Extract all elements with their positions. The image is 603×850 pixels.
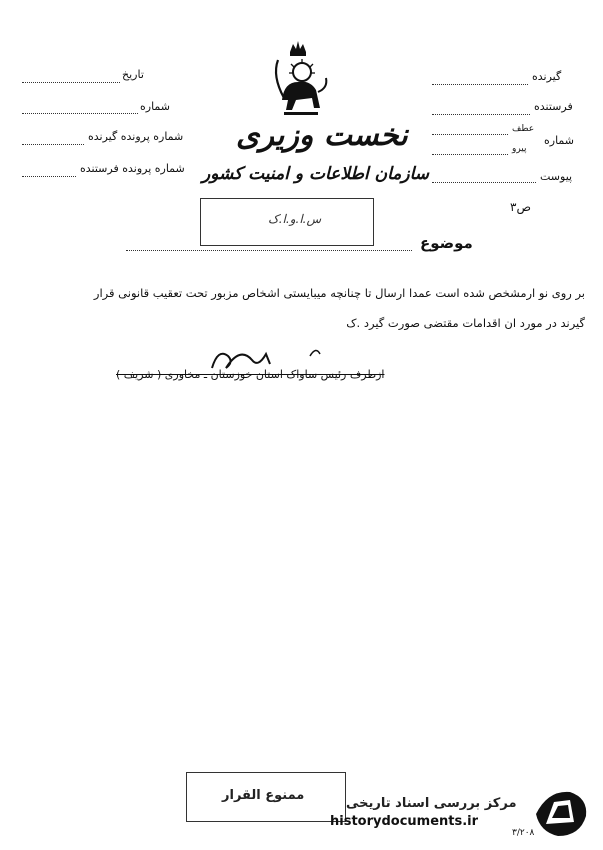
date-dotted-line xyxy=(22,82,120,83)
signature-text: ازطرف رئیس ساواک استان خوزستان ـ مخاوری ( شریف ) xyxy=(116,368,385,381)
re-dotted-line xyxy=(432,134,508,135)
subject-label: موضوع xyxy=(420,234,473,252)
lion-and-sun-emblem-icon xyxy=(262,38,334,124)
attachment-label: پیوست xyxy=(540,170,573,183)
page-number: ص۳ xyxy=(510,200,531,214)
attachment-dotted-line xyxy=(432,182,536,183)
subject-dotted-line xyxy=(126,250,412,251)
document-subtitle: سازمان اطلاعات و امنیت کشور xyxy=(202,164,430,184)
number-dotted-line-left xyxy=(22,113,138,114)
reference-stamp-text: س.ا.و.ا.ک xyxy=(268,212,322,226)
document-title: نخست وزیری xyxy=(236,118,408,153)
date-label: تاریخ xyxy=(122,68,144,81)
watermark-title: مرکز بررسی اسناد تاریخی xyxy=(346,796,517,811)
archive-logo-icon xyxy=(530,784,592,842)
sender-dotted-line xyxy=(432,114,530,115)
receiver-file-number-label: شماره پرونده گیرنده xyxy=(88,130,184,143)
watermark-url: historydocuments.ir xyxy=(330,814,479,829)
corner-number: ۳/۲۰۸ xyxy=(512,828,535,838)
follow-dotted-line xyxy=(432,154,508,155)
bottom-stamp-text: ممنوع القرار xyxy=(222,788,305,803)
sender-file-number-dotted-line xyxy=(22,176,76,177)
receiver-file-number-dotted-line xyxy=(22,144,84,145)
sender-file-number-label: شماره پرونده فرستنده xyxy=(80,162,185,175)
number-label-right: شماره xyxy=(544,134,575,147)
follow-label: پیرو xyxy=(512,144,527,154)
body-line-1: بر روی نو ارمشخص شده است عمدا ارسال تا چنانچه میبایستی اشخاص مزبور تحت تعقیب قانونی قرار xyxy=(93,286,585,300)
body-line-2: گیرند در مورد ان اقدامات مقتضی صورت گیرد .ک xyxy=(346,316,585,330)
re-label: عطف xyxy=(512,124,535,134)
number-label-left: شماره xyxy=(140,100,171,113)
sender-label: فرستنده xyxy=(534,100,573,113)
receiver-label: گیرنده xyxy=(532,70,562,83)
receiver-dotted-line xyxy=(432,84,528,85)
